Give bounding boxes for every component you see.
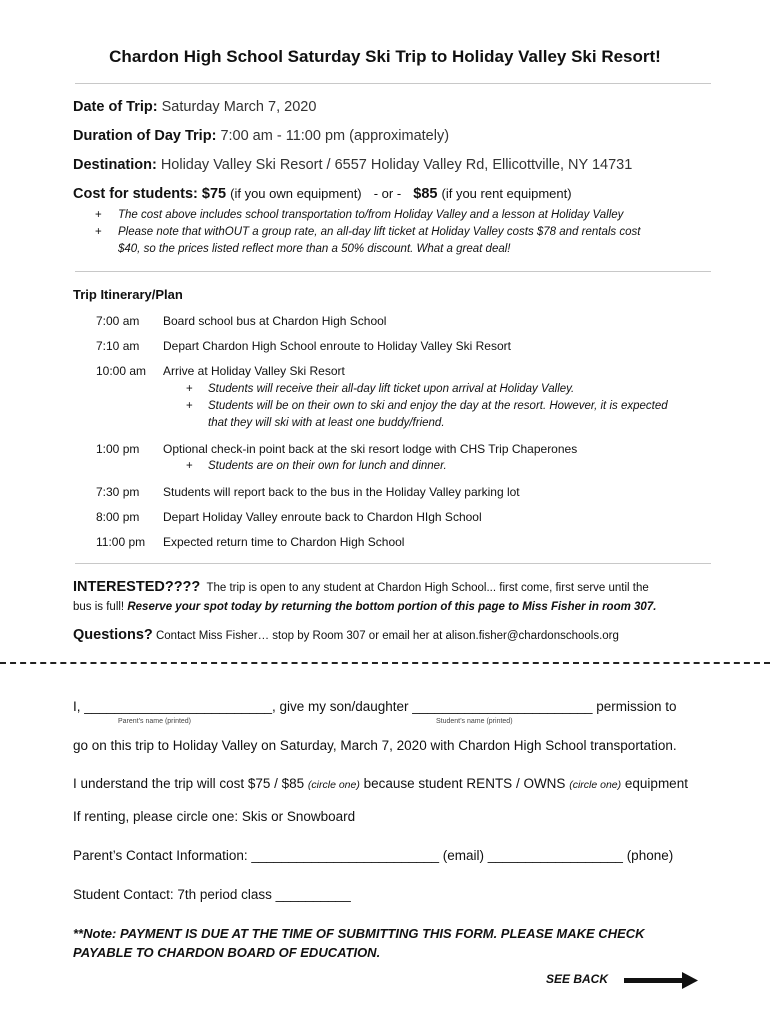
date-value: Saturday March 7, 2020 — [161, 99, 317, 115]
destination-row — [73, 157, 632, 173]
cost-bullet: + The cost above includes school transportation to/from Holiday Valley and a lesson at Holiday Valley — [95, 209, 624, 221]
price-rent-note: (if you rent equipment) — [441, 186, 572, 201]
payment-note-2: PAYABLE TO CHARDON BOARD OF EDUCATION. — [73, 945, 381, 960]
questions-text: Contact Miss Fisher… stop by Room 307 or email her at alison.fisher@chardonschools.org — [155, 630, 619, 642]
itinerary-text: Expected return time to Chardon High School — [163, 535, 405, 549]
itinerary-text: Depart Chardon High School enroute to Holiday Valley Ski Resort — [163, 339, 511, 353]
page-title: Chardon High School Saturday Ski Trip to Holiday Valley Ski Resort! — [109, 47, 661, 66]
duration-value: 7:00 am - 11:00 pm (approximately) — [220, 128, 450, 144]
reserve-callout: Reserve your spot today by returning the bottom portion of this page to Miss Fisher in room 307. — [127, 601, 657, 613]
parent-contact-line: Parent’s Contact Information: _________________________ (email) __________________ (phone) — [73, 848, 674, 863]
divider — [75, 83, 711, 84]
duration-row — [73, 128, 449, 144]
questions-label: Questions? — [73, 627, 153, 643]
itinerary-time: 11:00 pm — [96, 535, 146, 549]
circle-one-note: (circle one) — [307, 779, 360, 791]
cost-bullet: + Please note that withOUT a group rate, an all-day lift ticket at Holiday Valley costs $78 and rentals cost — [95, 226, 641, 238]
date-label: Date of Trip: — [73, 99, 158, 115]
itinerary-text: Board school bus at Chardon High School — [163, 314, 387, 328]
itinerary-text: Depart Holiday Valley enroute back to Chardon HIgh School — [163, 510, 482, 524]
cost-agreement-line: I understand the trip will cost $75 / $85 (circle one) because student RENTS / OWNS (circle one) equipment — [73, 776, 688, 791]
itinerary-time: 7:10 am — [96, 339, 140, 353]
cut-line — [0, 662, 770, 664]
itinerary-sub-bullet: + Students will be on their own to ski and enjoy the day at the resort. However, it is expected — [186, 400, 668, 412]
cost-bullet-cont: $40, so the prices listed reflect more than a 50% discount. What a great deal! — [118, 243, 511, 255]
interested-text: The trip is open to any student at Chardon High School... first come, first serve until the — [206, 582, 649, 594]
itinerary-text: Students will report back to the bus in the Holiday Valley parking lot — [163, 485, 520, 499]
destination-label: Destination: — [73, 157, 157, 173]
itinerary-sub-bullet: + Students will receive their all-day lift ticket upon arrival at Holiday Valley. — [186, 383, 575, 395]
itinerary-text: Arrive at Holiday Valley Ski Resort — [163, 364, 345, 378]
parent-name-caption: Parent’s name (printed) — [118, 718, 192, 725]
interested-text-2: bus is full! — [73, 601, 125, 613]
interested-row-2 — [73, 601, 656, 613]
itinerary-time: 8:00 pm — [96, 510, 140, 524]
price-own: $75 — [201, 186, 227, 202]
duration-label: Duration of Day Trip: — [73, 128, 217, 144]
interested-label: INTERESTED???? — [73, 579, 201, 595]
itinerary-time: 1:00 pm — [96, 442, 140, 456]
questions-row — [73, 627, 619, 643]
itinerary-title: Trip Itinerary/Plan — [73, 287, 183, 302]
price-rent: $85 — [413, 186, 438, 202]
payment-note: **Note: PAYMENT IS DUE AT THE TIME OF SUBMITTING THIS FORM. PLEASE MAKE CHECK — [73, 926, 645, 941]
divider — [75, 563, 711, 564]
itinerary-time: 7:30 pm — [96, 485, 140, 499]
cost-label: Cost for students: — [73, 186, 198, 202]
student-contact-line: Student Contact: 7th period class __________ — [73, 887, 351, 902]
price-own-note: (if you own equipment) — [230, 186, 362, 201]
cost-row — [73, 186, 572, 202]
date-row — [73, 99, 316, 115]
destination-value: Holiday Valley Ski Resort / 6557 Holiday Valley Rd, Ellicottville, NY 14731 — [160, 157, 633, 173]
trip-line: go on this trip to Holiday Valley on Saturday, March 7, 2020 with Chardon High School transportation. — [73, 738, 677, 753]
rental-choice-line: If renting, please circle one: Skis or Snowboard — [73, 809, 356, 824]
divider — [75, 271, 711, 272]
itinerary-sub-bullet: + Students are on their own for lunch and dinner. — [186, 460, 447, 472]
circle-one-note: (circle one) — [569, 779, 622, 791]
cost-or: - or - — [373, 186, 402, 201]
itinerary-time: 7:00 am — [96, 314, 140, 328]
student-name-caption: Student’s name (printed) — [436, 718, 513, 725]
interested-row — [73, 579, 649, 595]
arrow-right-icon — [624, 970, 700, 992]
see-back-label: SEE BACK — [546, 972, 609, 986]
itinerary-time: 10:00 am — [96, 364, 147, 378]
itinerary-sub-cont: that they will ski with at least one buddy/friend. — [208, 417, 445, 429]
itinerary-text: Optional check-in point back at the ski resort lodge with CHS Trip Chaperones — [163, 442, 578, 456]
permission-line: I, _________________________, give my son/daughter ________________________ permission to — [73, 699, 677, 714]
